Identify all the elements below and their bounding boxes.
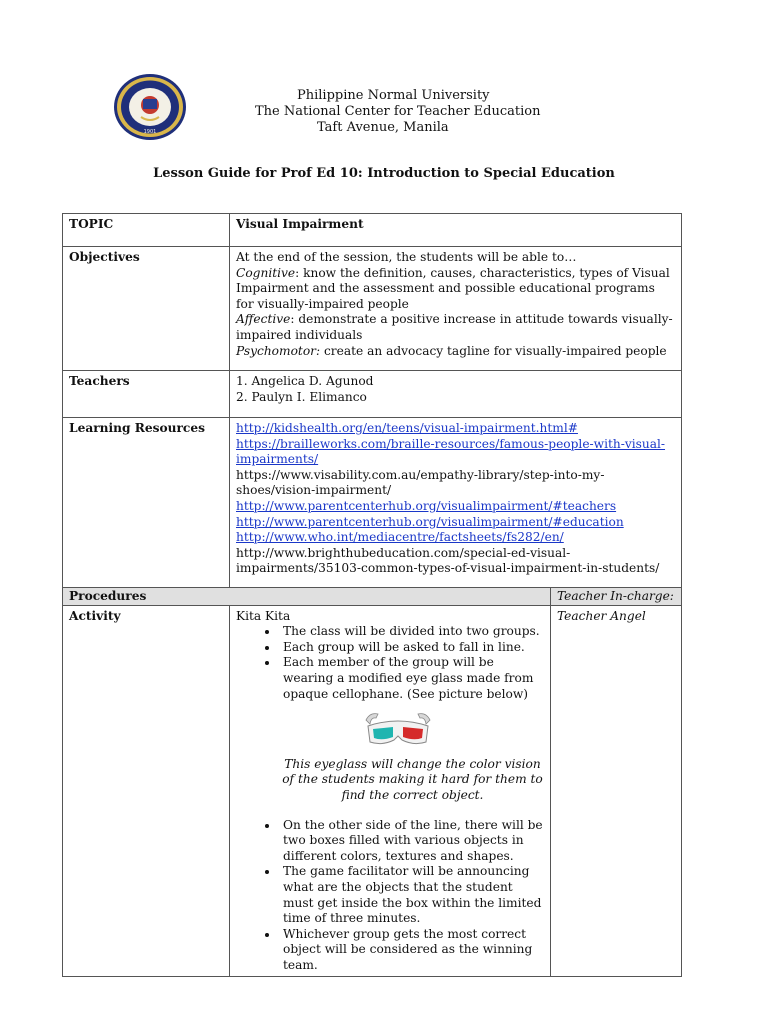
cognitive-label: Cognitive [236, 265, 296, 280]
teacher-name: 1. Angelica D. Agunod [236, 374, 374, 388]
list-item: • The class will be divided into two groups. [279, 624, 544, 640]
topic-row [63, 214, 682, 247]
procedures-label: Procedures [63, 588, 551, 606]
resource-link[interactable]: http://www.parentcenterhub.org/visualimpairment/#education [236, 514, 624, 529]
3d-glasses-icon [364, 712, 432, 748]
activity-teacher: Teacher Angel [551, 605, 682, 977]
activity-rules-list [236, 818, 544, 974]
list-item: • On the other side of the line, there will be two boxes filled with various objects in different colors, textures and shapes. [279, 818, 544, 865]
university-name: Philippine Normal University [297, 88, 490, 103]
resource-link[interactable]: http://www.parentcenterhub.org/visualimpairment/#teachers [236, 498, 617, 513]
list-item: • Whichever group gets the most correct object will be considered as the winning team. [279, 927, 544, 974]
resource-link[interactable]: http://kidshealth.org/en/teens/visual-impairment.html# [236, 421, 578, 435]
resources-label: Learning Resources [63, 418, 230, 588]
activity-name: Kita Kita [236, 608, 291, 623]
resource-link[interactable]: http://www.who.int/mediacentre/factsheets/fs282/en/ [236, 530, 564, 545]
lesson-guide-table [62, 213, 682, 977]
objectives-content [230, 247, 682, 371]
activity-content [230, 605, 551, 977]
activity-label: Activity [63, 605, 230, 977]
activity-steps-list [236, 624, 544, 702]
teacher-name: 2. Paulyn I. Elimanco [236, 389, 367, 404]
psychomotor-text: create an advocacy tagline for visually-impaired people [320, 343, 667, 358]
resource-link[interactable]: https://brailleworks.com/braille-resources/famous-people-with-visual-impairments/ [236, 436, 666, 467]
address: Taft Avenue, Manila [317, 120, 449, 135]
resources-row [63, 418, 682, 588]
topic-value: Visual Impairment [230, 214, 682, 247]
list-item: • The game facilitator will be announcing what are the objects that the student must get inside the box within the limited time of three minutes. [279, 864, 544, 926]
affective-text: : demonstrate a positive increase in attitude towards visually-impaired individuals [236, 312, 673, 342]
center-name: The National Center for Teacher Education [255, 104, 541, 119]
topic-label: TOPIC [63, 214, 230, 247]
image-caption: This eyeglass will change the color vision of the students making it hard for them to find the correct object. [282, 756, 543, 802]
cognitive-text: : know the definition, causes, characteristics, types of Visual Impairment and the assessment and possible educational programs for visually-impaired people [236, 265, 670, 311]
list-item: • Each member of the group will be wearing a modified eye glass made from opaque cellophane. (See picture below) [279, 655, 544, 702]
logo-year: 1901 [143, 129, 157, 135]
objectives-row [63, 247, 682, 371]
teachers-row [63, 371, 682, 418]
document-title: Lesson Guide for Prof Ed 10: Introduction to Special Education [153, 166, 615, 181]
list-item: • Each group will be asked to fall in line. [279, 640, 544, 656]
teacher-in-charge-header: Teacher In-charge: [551, 588, 682, 606]
activity-row [63, 605, 682, 977]
teachers-list [230, 371, 682, 418]
psychomotor-label: Psychomotor: [236, 343, 321, 358]
teachers-label: Teachers [63, 371, 230, 418]
resource-text: http://www.brighthubeducation.com/special-ed-visual-impairments/35103-common-types-of-visual-impairment-in-students/ [236, 545, 660, 576]
procedures-row [63, 588, 682, 606]
objectives-intro: At the end of the session, the students will be able to… [236, 250, 577, 264]
objectives-label: Objectives [63, 247, 230, 371]
resource-text: https://www.visability.com.au/empathy-library/step-into-my-shoes/vision-impairment/ [236, 467, 605, 498]
affective-label: Affective [236, 312, 291, 327]
resources-list [230, 418, 682, 588]
